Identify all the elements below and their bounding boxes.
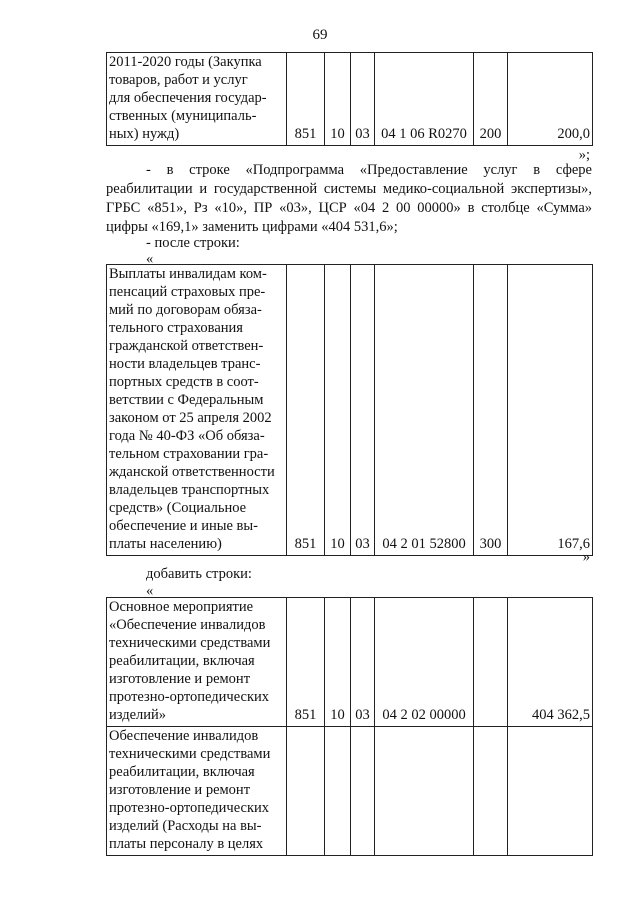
name-line: «Обеспечение инвалидов (109, 617, 266, 633)
name-line: средств» (Социальное (109, 500, 247, 516)
budget-table-1 (106, 52, 593, 146)
name-line: ветствии с Федеральным (109, 392, 264, 408)
name-line: техническими средствами (109, 635, 271, 651)
rz-cell: 10 (325, 53, 351, 146)
closing-quote: » (582, 549, 590, 565)
rz-cell: 10 (325, 265, 351, 556)
name-line: реабилитации, включая (109, 764, 255, 780)
vr-cell: 300 (474, 265, 508, 556)
after-row-label: - после строки: (146, 235, 240, 251)
name-line: года № 40-ФЗ «Об обяза- (109, 428, 265, 444)
page-number: 69 (312, 27, 328, 43)
name-line: изготовление и ремонт (109, 782, 251, 798)
rz-cell: 10 (325, 598, 351, 727)
grbs-cell (287, 727, 325, 856)
table-row (107, 53, 593, 146)
name-line: тельного страхования (109, 320, 243, 336)
row-name (107, 265, 287, 556)
grbs-cell: 851 (287, 598, 325, 727)
pr-cell (351, 727, 375, 856)
name-line: владельцев транспортных (109, 482, 270, 498)
row-name (107, 598, 287, 727)
pr-cell: 03 (351, 598, 375, 727)
name-line: 2011-2020 годы (Закупка (109, 54, 262, 70)
name-line: гражданской ответствен- (109, 338, 264, 354)
vr-cell (474, 727, 508, 856)
rz-cell (325, 727, 351, 856)
name-line: платы персоналу в целях (109, 836, 264, 852)
name-line: мий по договорам обяза- (109, 302, 262, 318)
csr-cell (375, 727, 474, 856)
csr-cell: 04 2 02 00000 (375, 598, 474, 727)
name-line: Основное мероприятие (109, 599, 254, 615)
pr-cell: 03 (351, 265, 375, 556)
table-row (107, 727, 593, 856)
table-row (107, 598, 593, 727)
budget-table-2 (106, 264, 593, 556)
opening-quote: « (146, 583, 154, 599)
vr-cell: 200 (474, 53, 508, 146)
name-line: изготовление и ремонт (109, 671, 251, 687)
name-line: Обеспечение инвалидов (109, 728, 259, 744)
opening-quote: « (146, 251, 154, 267)
name-line: изделий (Расходы на вы- (109, 818, 262, 834)
sum-cell: 404 362,5 (508, 598, 593, 727)
name-line: протезно-ортопедических (109, 689, 270, 705)
name-line: пенсаций страховых пре- (109, 284, 266, 300)
name-line: ственных (муниципаль- (109, 108, 257, 124)
budget-table-3 (106, 597, 593, 856)
sum-cell: 167,6 (508, 265, 593, 556)
name-line: для обеспечения государ- (109, 90, 267, 106)
row-name (107, 727, 287, 856)
paragraph-edit: - в строке «Подпрограмма «Предоставление услуг в сфере реабилитации и государственной системы медико-социальной экспертизы», ГРБС «851», Рз «10», ПР «03», ЦСР «04 2 00 00000» в столбце «Сумма» цифры «169,1» заменить цифрами «404 531,6»; (106, 162, 592, 235)
closing-quote: »; (578, 147, 590, 163)
csr-cell: 04 2 01 52800 (375, 265, 474, 556)
vr-cell (474, 598, 508, 727)
sum-cell (508, 727, 593, 856)
name-line: законом от 25 апреля 2002 (109, 410, 272, 426)
name-line: техническими средствами (109, 746, 271, 762)
name-line: портных средств в соот- (109, 374, 259, 390)
name-line: реабилитации, включая (109, 653, 255, 669)
row-name (107, 53, 287, 146)
add-rows-label: добавить строки: (146, 566, 252, 582)
name-line: Выплаты инвалидам ком- (109, 266, 267, 282)
name-line: товаров, работ и услуг (109, 72, 248, 88)
name-line: ности владельцев транс- (109, 356, 261, 372)
name-line: ных) нужд) (109, 126, 180, 142)
name-line: обеспечение и иные вы- (109, 518, 258, 534)
pr-cell: 03 (351, 53, 375, 146)
grbs-cell: 851 (287, 265, 325, 556)
name-line: протезно-ортопедических (109, 800, 270, 816)
table-row (107, 265, 593, 556)
name-line: платы населению) (109, 536, 222, 552)
csr-cell: 04 1 06 R0270 (375, 53, 474, 146)
name-line: жданской ответственности (109, 464, 275, 480)
name-line: тельном страховании гра- (109, 446, 269, 462)
sum-cell: 200,0 (508, 53, 593, 146)
grbs-cell: 851 (287, 53, 325, 146)
name-line: изделий» (109, 707, 167, 723)
